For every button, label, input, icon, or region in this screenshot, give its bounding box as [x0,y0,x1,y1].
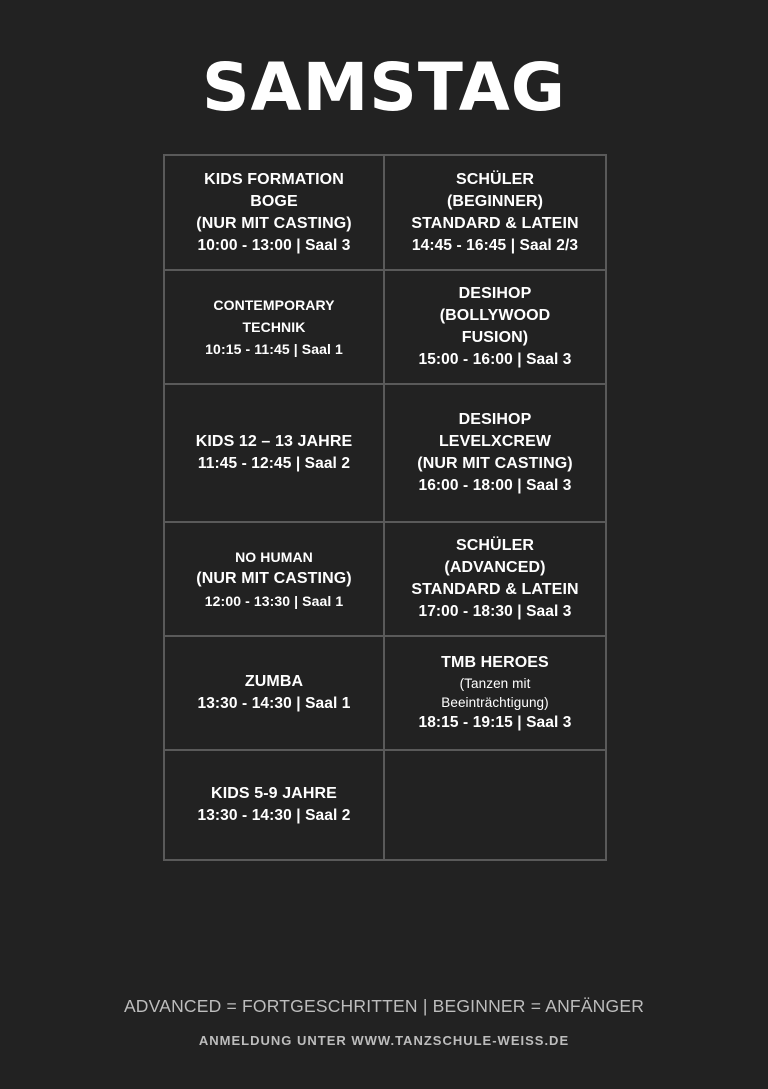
class-note: Beeinträchtigung) [441,695,549,710]
class-style: FUSION) [461,329,529,346]
class-level: (BEGINNER) [446,192,544,210]
class-note: (Tanzen mit [459,676,531,691]
class-name: ZUMBA [244,673,304,690]
class-time: 13:30 - 14:30 | Saal 1 [197,695,351,712]
class-style: STANDARD & LATEIN [411,581,579,598]
class-time: 10:15 - 11:45 | Saal 1 [205,341,343,357]
schedule-cell-desihop-bollywood [385,271,605,385]
class-time: 15:00 - 16:00 | Saal 3 [418,351,572,368]
level-legend: ADVANCED = FORTGESCHRITTEN | BEGINNER = ANFÄNGER [123,996,645,1016]
class-name: LEVELXCREW [438,433,552,450]
schedule-cell-desihop-levelxcrew [385,385,605,523]
class-name: NO HUMAN [235,549,313,565]
schedule-cell-kids-formation [165,156,385,271]
schedule-cell-contemporary [165,271,385,385]
class-name: KIDS 12 – 13 JAHRE [195,433,353,450]
schedule-cell-kids-5-9 [165,751,385,859]
schedule-cell-empty [385,751,605,859]
class-time: 16:00 - 18:00 | Saal 3 [418,477,572,494]
schedule-cell-schueler-beginner [385,156,605,271]
class-note: (NUR MIT CASTING) [417,455,573,472]
class-name: SCHÜLER [455,170,535,188]
schedule-cell-zumba [165,637,385,751]
class-time: 18:15 - 19:15 | Saal 3 [418,714,572,731]
class-style: STANDARD & LATEIN [411,214,579,232]
class-time: 13:30 - 14:30 | Saal 2 [197,807,351,824]
class-time: 17:00 - 18:30 | Saal 3 [418,603,572,620]
class-style: (BOLLYWOOD [439,307,551,324]
registration-note: ANMELDUNG UNTER WWW.TANZSCHULE-WEISS.DE [198,1033,570,1048]
class-name: SCHÜLER [455,537,535,554]
class-time: 10:00 - 13:00 | Saal 3 [197,236,351,254]
class-name: KIDS 5-9 JAHRE [211,785,337,802]
class-name: DESIHOP [458,411,532,428]
class-name: KIDS FORMATION [204,170,344,188]
class-name: CONTEMPORARY [213,297,335,313]
page-title: SAMSTAG [202,49,566,126]
schedule-cell-schueler-advanced [385,523,605,637]
schedule-cell-tmb-heroes [385,637,605,751]
class-name: TECHNIK [242,319,306,335]
class-time: 11:45 - 12:45 | Saal 2 [197,455,351,472]
class-level: (ADVANCED) [444,559,546,576]
class-name: TMB HEROES [441,654,549,671]
schedule-table [163,154,607,861]
class-time: 12:00 - 13:30 | Saal 1 [204,593,344,609]
class-name: DESIHOP [458,285,532,302]
class-name: BOGE [250,192,298,210]
schedule-cell-no-human [165,523,385,637]
class-time: 14:45 - 16:45 | Saal 2/3 [411,236,579,254]
schedule-cell-kids-12-13 [165,385,385,523]
class-note: (NUR MIT CASTING) [196,214,352,232]
class-note: (NUR MIT CASTING) [196,570,352,587]
